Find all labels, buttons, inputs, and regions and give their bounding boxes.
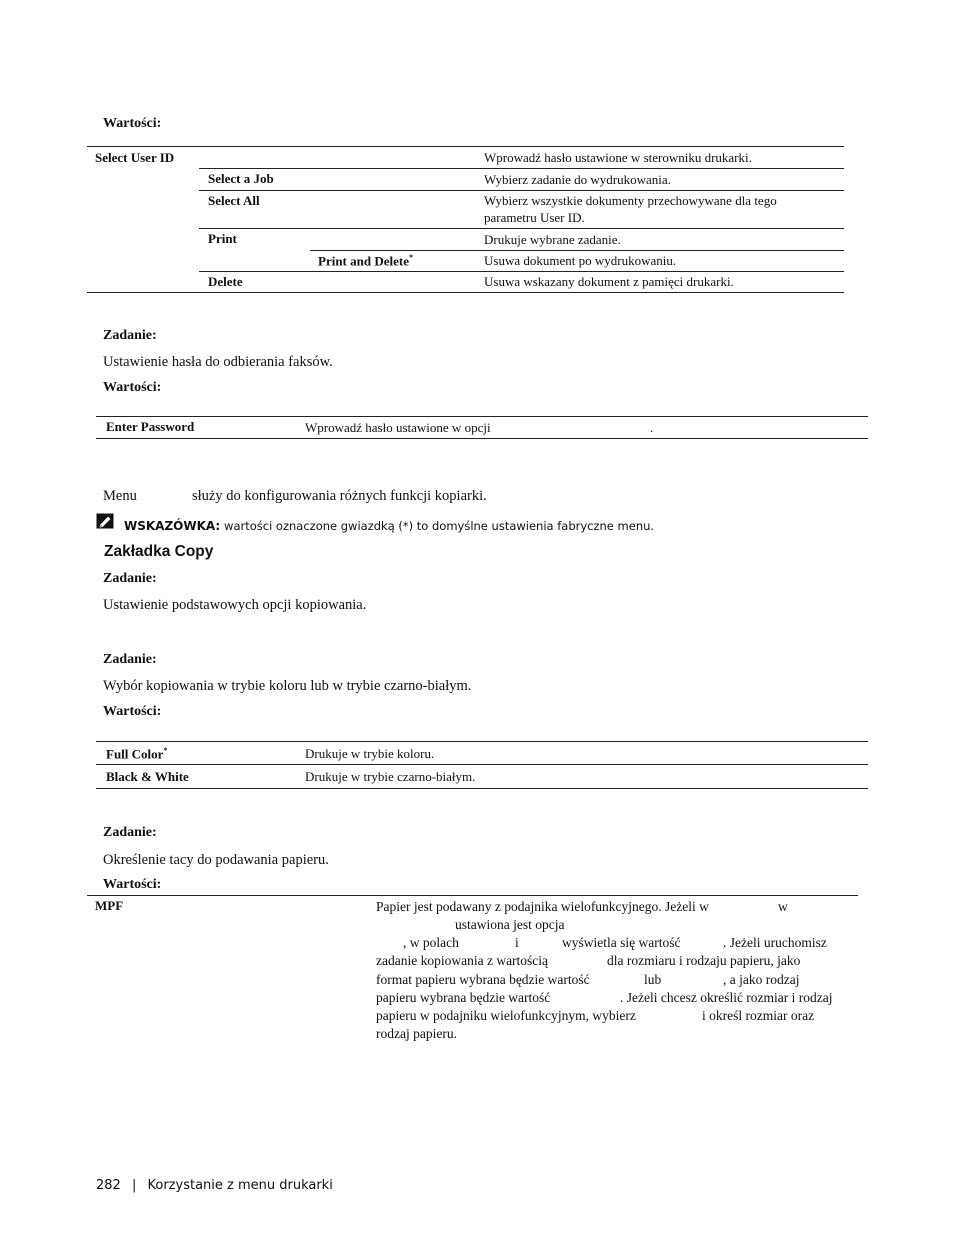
table-rule bbox=[199, 190, 844, 191]
mpf-line: w bbox=[778, 899, 788, 914]
table-rule bbox=[87, 895, 858, 896]
table-cell: Black & White bbox=[106, 769, 189, 784]
values-label: Wartości: bbox=[103, 877, 162, 892]
mpf-line: i bbox=[515, 935, 519, 950]
mpf-line: dla rozmiaru i rodzaju papieru, jako bbox=[607, 953, 801, 968]
footer-separator: | bbox=[131, 1178, 137, 1193]
note-pencil-icon bbox=[96, 513, 114, 529]
task-text: Wybór kopiowania w trybie koloru lub w trybie czarno-białym. bbox=[103, 678, 472, 694]
menu-word: Menu bbox=[103, 488, 137, 504]
mpf-line: rodzaj papieru. bbox=[376, 1026, 457, 1041]
table-cell-text: Full Color bbox=[106, 746, 164, 762]
page-footer bbox=[96, 1178, 333, 1193]
table-rule bbox=[199, 228, 844, 229]
table-cell-desc-end: . bbox=[650, 420, 654, 435]
mpf-line: ustawiona jest opcja bbox=[455, 917, 565, 932]
table-cell-desc: parametru User ID. bbox=[484, 210, 585, 225]
section-heading: Zakładka Copy bbox=[104, 543, 214, 560]
mpf-line: i określ rozmiar oraz bbox=[702, 1008, 815, 1023]
table-rule bbox=[199, 168, 844, 169]
task-text: Określenie tacy do podawania papieru. bbox=[103, 852, 329, 868]
table-rule bbox=[310, 250, 844, 251]
task-label: Zadanie: bbox=[103, 328, 157, 343]
table-rule bbox=[96, 788, 868, 789]
task-label: Zadanie: bbox=[103, 825, 157, 840]
default-asterisk: * bbox=[163, 746, 168, 755]
table-cell: Enter Password bbox=[106, 419, 195, 434]
table-cell: MPF bbox=[95, 898, 124, 913]
table-rule bbox=[87, 292, 844, 293]
mpf-line: papieru w podajniku wielofunkcyjnym, wybierz bbox=[376, 1008, 636, 1023]
table-rule bbox=[96, 764, 868, 765]
mpf-line: . Jeżeli uruchomisz bbox=[723, 935, 827, 950]
mpf-line: , w polach bbox=[403, 935, 459, 950]
mpf-line: lub bbox=[644, 972, 662, 987]
table-cell: Delete bbox=[208, 274, 243, 289]
table-cell-desc: Drukuje w trybie czarno-białym. bbox=[305, 769, 476, 784]
table-cell-desc: Drukuje wybrane zadanie. bbox=[484, 232, 621, 247]
mpf-line: Papier jest podawany z podajnika wielofunkcyjnego. Jeżeli w bbox=[376, 899, 709, 914]
table-rule bbox=[199, 271, 844, 272]
table-cell-desc: Wprowadź hasło ustawione w opcji bbox=[305, 420, 491, 435]
table-cell-desc: Usuwa wskazany dokument z pamięci drukarki. bbox=[484, 274, 734, 289]
table-cell-text: Print and Delete bbox=[318, 253, 409, 269]
mpf-line: zadanie kopiowania z wartością bbox=[376, 953, 549, 968]
table-rule bbox=[96, 741, 868, 742]
task-label: Zadanie: bbox=[103, 652, 157, 667]
mpf-line: papieru wybrana będzie wartość bbox=[376, 990, 551, 1005]
table-rule bbox=[96, 438, 868, 439]
values-label: Wartości: bbox=[103, 116, 162, 131]
table-cell: Print bbox=[208, 231, 237, 246]
note-label: WSKAZÓWKA: bbox=[124, 519, 221, 533]
table-rule bbox=[96, 416, 868, 417]
mpf-line: format papieru wybrana będzie wartość bbox=[376, 972, 590, 987]
default-asterisk: * bbox=[408, 253, 413, 262]
table-cell-desc: Drukuje w trybie koloru. bbox=[305, 746, 435, 761]
mpf-line: , a jako rodzaj bbox=[723, 972, 800, 987]
table-cell bbox=[318, 253, 413, 269]
values-label: Wartości: bbox=[103, 704, 162, 719]
mpf-line: . Jeżeli chcesz określić rozmiar i rodzaj bbox=[620, 990, 833, 1005]
task-label: Zadanie: bbox=[103, 571, 157, 586]
table-cell bbox=[106, 746, 167, 762]
table-cell: Select All bbox=[208, 193, 260, 208]
table-cell-desc: Usuwa dokument po wydrukowaniu. bbox=[484, 253, 677, 268]
table-cell-desc: Wybierz wszystkie dokumenty przechowywane dla tego bbox=[484, 193, 777, 208]
footer-title: Korzystanie z menu drukarki bbox=[147, 1178, 333, 1193]
task-text: Ustawienie hasła do odbierania faksów. bbox=[103, 354, 333, 370]
page-number: 282 bbox=[96, 1178, 121, 1193]
table-rule bbox=[87, 146, 844, 147]
values-label: Wartości: bbox=[103, 380, 162, 395]
note-text bbox=[124, 519, 654, 533]
note-body: wartości oznaczone gwiazdką (*) to domyślne ustawienia fabryczne menu. bbox=[224, 519, 655, 533]
mpf-line: wyświetla się wartość bbox=[562, 935, 681, 950]
menu-description: służy do konfigurowania różnych funkcji kopiarki. bbox=[192, 488, 487, 504]
task-text: Ustawienie podstawowych opcji kopiowania. bbox=[103, 597, 367, 613]
table-cell: Select a Job bbox=[208, 171, 274, 186]
table-cell-desc: Wprowadź hasło ustawione w sterowniku drukarki. bbox=[484, 150, 752, 165]
table-cell: Select User ID bbox=[95, 150, 175, 165]
table-cell-desc: Wybierz zadanie do wydrukowania. bbox=[484, 172, 671, 187]
